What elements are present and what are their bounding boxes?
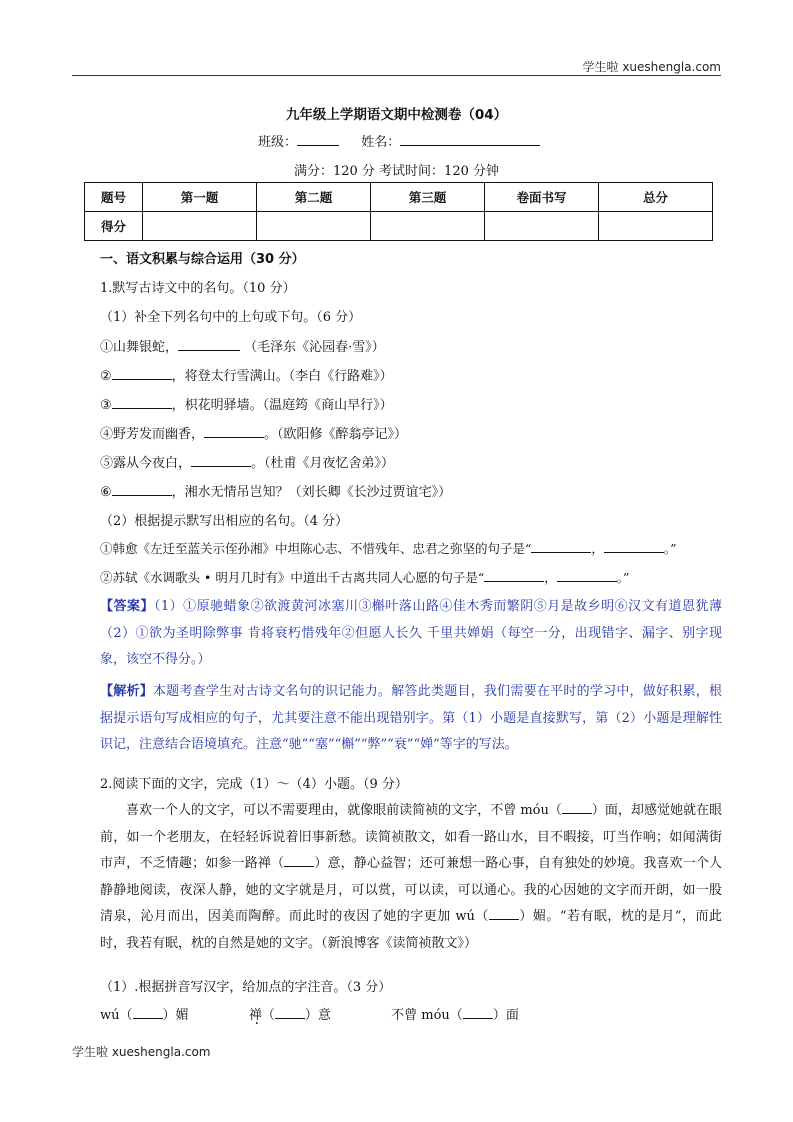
pinyin-prompt: ）媚 (162, 1008, 189, 1023)
answer-blank[interactable] (112, 367, 172, 380)
q1-2-item-2 (100, 568, 629, 586)
item-text: ③ (100, 398, 112, 413)
score-cell-q1[interactable] (143, 212, 257, 241)
q1-item-1 (100, 336, 385, 355)
score-cell-total[interactable] (599, 212, 713, 241)
th-q3: 第三题 (371, 183, 485, 212)
answer-blank[interactable] (133, 1006, 163, 1019)
pinyin-prompt: 不曾 móu（ (391, 1008, 463, 1023)
score-cell-q3[interactable] (371, 212, 485, 241)
score-table-header-row (85, 183, 713, 212)
header-site: 学生啦 xueshengla.com (582, 60, 721, 74)
answer-blank[interactable] (112, 396, 172, 409)
analysis-tag: 【解析】 (100, 684, 153, 699)
item-text: 。” (616, 570, 630, 585)
item-text: ， (544, 570, 557, 585)
score-table (84, 182, 713, 241)
name-label: 姓名： (361, 135, 401, 150)
footer-site: 学生啦 xueshengla.com (72, 1045, 211, 1059)
item-source: ，湘水无情吊岂知？（刘长卿《长沙过贾谊宅》） (171, 485, 452, 500)
pinyin-prompt: wú（ (100, 1008, 133, 1023)
q2-sub1: （1）.根据拼音写汉字，给加点的字注音。（3 分） (100, 980, 392, 995)
item-text: ② (100, 369, 112, 384)
q2-sub1-answers (100, 1004, 519, 1023)
item-source: （毛泽东《沁园春·雪》） (240, 340, 385, 355)
score-cell-handwriting[interactable] (485, 212, 599, 241)
answer-block (100, 594, 722, 674)
page-title: 九年级上学期语文期中检测卷（04） (285, 107, 508, 123)
passage-text: ）意，静心益智；还可兼想一路心事，自有独处的妙境。我喜欢一个人静静地阅读，夜深人静，她的文字就是月，可以赏，可以读，可以通心。我的心因她的文字而开朗，如一股清泉，沁月而出，因美而陶醉。而此时的夜因了她的字更加 wú（ (100, 856, 722, 924)
item-source: 。（杜甫《月夜忆舍弟》） (251, 456, 395, 471)
answer-blank[interactable] (204, 425, 264, 438)
q1-2-title: （2）根据提示默写出相应的名句。（4 分） (100, 514, 349, 529)
q1-item-2 (100, 365, 393, 384)
th-number: 题号 (85, 183, 143, 212)
item-source: 。（欧阳修《醉翁亭记》） (264, 427, 408, 442)
item-text: ①山舞银蛇， (100, 340, 179, 355)
q1-item-5 (100, 452, 394, 471)
dotted-char: 禅 (248, 1008, 262, 1023)
header-rule (72, 75, 721, 76)
th-handwriting: 卷面书写 (485, 183, 599, 212)
q2-title: 2.阅读下面的文字，完成（1）～（4）小题。（9 分） (100, 777, 408, 792)
item-text: ②苏轼《水调歌头 • 明月几时有》中道出千古离共同人心愿的句子是“ (100, 570, 485, 585)
answer-blank[interactable] (191, 454, 251, 467)
class-name-line (258, 131, 540, 150)
pinyin-prompt: ）意 (304, 1008, 331, 1023)
item-text: ⑥ (100, 485, 112, 500)
class-label: 班级： (258, 135, 298, 150)
name-field[interactable] (400, 133, 540, 146)
score-table-score-row (85, 212, 713, 241)
answer-text: （1）①原驰蜡象②欲渡黄河冰塞川③槲叶落山路④佳木秀而繁阴⑤月是故乡明⑥汉文有道恩犹薄（2）①欲为圣明除弊事 肯将衰朽惜残年②但愿人长久 千里共婵娟（每空一分，出现错字、漏字、别字现象，该空不得分。） (100, 599, 722, 667)
q1-2-item-1 (100, 539, 677, 557)
item-source: ，将登太行雪满山。（李白《行路难》） (171, 369, 393, 384)
item-text: ⑤露从今夜白， (100, 456, 192, 471)
passage-text: 喜欢一个人的文字，可以不需要理由，就像眼前读简祯的文字，不曾 móu（ (126, 803, 562, 818)
answer-blank[interactable] (557, 569, 617, 582)
item-text: 。” (663, 541, 677, 556)
analysis-block (100, 679, 722, 759)
section1-heading: 一、语文积累与综合运用（30 分） (100, 252, 305, 267)
answer-blank[interactable] (284, 854, 314, 867)
q1-item-6 (100, 481, 451, 500)
analysis-text: 本题考查学生对古诗文名句的识记能力。解答此类题目，我们需要在平时的学习中，做好积累，根据提示语句写成相应的句子，尤其要注意不能出现错别字。第（1）小题是直接默写，第（2）小题是理解性识记，注意结合语境填充。注意“驰”“塞”“槲”“弊”“衰”“婵”等字的写法。 (100, 684, 722, 752)
answer-blank[interactable] (562, 801, 592, 814)
answer-blank[interactable] (112, 483, 172, 496)
class-field[interactable] (297, 133, 339, 146)
passage-text: ）面，却感觉她就在眼前，如一个老朋友，在轻轻诉说着旧事新愁。读简祯散文，如看一路山水，目不暇接，叮当作响；如闻满街市声，不乏情趣；如参一路禅（ (100, 803, 722, 871)
answer-blank[interactable] (531, 540, 591, 553)
item-source: ，枳花明驿墙。（温庭筠《商山早行》） (171, 398, 393, 413)
th-total: 总分 (599, 183, 713, 212)
answer-blank[interactable] (484, 569, 544, 582)
answer-blank[interactable] (275, 1006, 305, 1019)
item-text: ④野芳发而幽香， (100, 427, 205, 442)
answer-tag: 【答案】 (100, 599, 154, 614)
answer-blank[interactable] (604, 540, 664, 553)
pinyin-prompt: ）面 (492, 1008, 519, 1023)
q1-item-3 (100, 394, 393, 413)
answer-blank[interactable] (178, 338, 240, 351)
q1-item-4 (100, 423, 407, 442)
th-q2: 第二题 (257, 183, 371, 212)
answer-blank[interactable] (489, 907, 519, 920)
answer-blank[interactable] (463, 1006, 493, 1019)
q1-1-title: （1）补全下列名句中的上句或下句。（6 分） (100, 310, 362, 325)
item-text: ， (591, 541, 604, 556)
score-cell-q2[interactable] (257, 212, 371, 241)
pinyin-prompt: （ (261, 1008, 275, 1023)
q1-title: 1.默写古诗文中的名句。（10 分） (100, 281, 296, 296)
passage-text: ）媚。“若有眠，枕的是月”，而此时，我若有眠，枕的自然是她的文字。（新浪博客《读简祯散文》） (100, 909, 722, 951)
q2-passage (100, 798, 722, 957)
th-q1: 第一题 (143, 183, 257, 212)
row-label-score: 得分 (85, 212, 143, 241)
score-info: 满分：120 分 考试时间：120 分钟 (293, 164, 500, 179)
item-text: ①韩愈《左迁至蓝关示侄孙湘》中坦陈心志、不惜残年、忠君之弥坚的句子是“ (100, 541, 532, 556)
